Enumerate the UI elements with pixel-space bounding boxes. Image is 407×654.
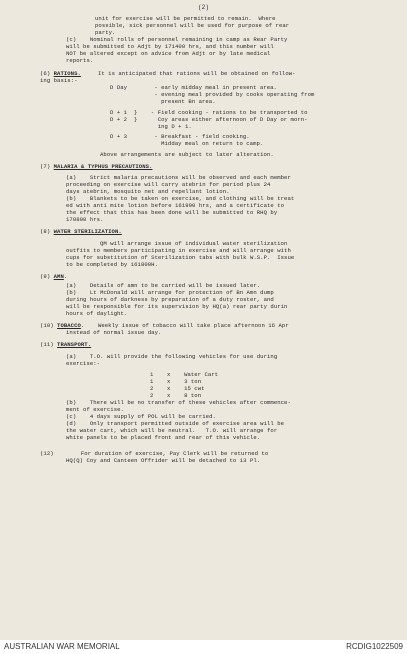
- text-line: (10) TOBACCO. Weekly issue of tobacco will take place afternoon 16 Apr: [40, 322, 289, 329]
- text-line: (a) T.O. will provide the following vehicles for use during: [66, 353, 278, 360]
- text-line: (c) Nominal rolls of personnel remaining in camp as Rear Party: [66, 36, 288, 43]
- text-line: ed with anti mite lotion before 161900 hrs, and a certificate to: [66, 202, 285, 209]
- text-line: the water cart, which will be neutral. T.O. will arrange for: [66, 427, 278, 434]
- footer-reference-id: RCDIG1022509: [346, 642, 403, 651]
- text-line: (12) For duration of exercise, Pay Clerk will be returned to: [40, 450, 269, 457]
- text-line: Midday meal on return to camp.: [110, 140, 264, 147]
- text-line: (b) There will be no transfer of these vehicles after commence-: [66, 399, 291, 406]
- text-line: - evening meal provided by cooks operating from: [110, 91, 315, 98]
- text-line: (6) RATIONS. It is anticipated that rations will be obtained on follow-: [40, 70, 296, 77]
- text-line: party.: [95, 29, 116, 36]
- text-line: days atebrin, mosquito net and repellant lotion.: [66, 188, 230, 195]
- text-line: (7) MALARIA & TYPHUS PRECAUTIONS.: [40, 163, 153, 170]
- text-line: will be responsible for its supervision by HQ(a) rear party durin: [66, 303, 288, 310]
- text-line: (c) 4 days supply of POL will be carried.: [66, 413, 216, 420]
- text-line: 2 x 8 ton: [150, 392, 202, 399]
- text-line: present Bn area.: [110, 98, 216, 105]
- text-line: D + 2 } Coy areas either afternoon of D Day or morn-: [110, 116, 308, 123]
- text-line: proceeding on exercise will carry atebrin for period plus 24: [66, 181, 271, 188]
- text-line: possible, sick personnel will be used for purpose of rear: [95, 22, 290, 29]
- text-line: 1 x 3 ton: [150, 378, 202, 385]
- text-line: D Day - early midday meal in present area.: [110, 84, 277, 91]
- text-line: (9) AMN.: [40, 273, 68, 280]
- text-line: to be completed by 161800H.: [66, 261, 158, 268]
- text-line: outfits to members participating in exercise and will arrange with: [66, 247, 291, 254]
- text-line: unit for exercise will be permitted to remain. Where: [95, 15, 276, 22]
- text-line: the effect that this has been done will be submitted to RHQ by: [66, 209, 278, 216]
- text-line: cups for substitution of Sterilization tabs with bulk W.S.P. Issue: [66, 254, 295, 261]
- text-line: ing D + 1.: [110, 123, 192, 130]
- text-line: D + 3 - Breakfast - field cooking.: [110, 133, 250, 140]
- text-line: hours of daylight.: [66, 310, 128, 317]
- text-line: reports.: [66, 57, 94, 64]
- text-line: 1 x Water Cart: [150, 371, 219, 378]
- text-line: NOT be altered except on advice from Adjt or by late medical: [66, 50, 271, 57]
- text-line: Above arrangements are subject to later alteration.: [100, 151, 274, 158]
- footer-institution: AUSTRALIAN WAR MEMORIAL: [4, 642, 120, 651]
- text-line: instead of normal issue day.: [66, 329, 162, 336]
- text-line: white panels to be placed front and rear of this vehicle.: [66, 434, 261, 441]
- text-line: (a) Strict malaria precautions will be observed and each member: [66, 174, 291, 181]
- text-line: (b) Lt McDonald will arrange for protection of Bn Amn dump: [66, 289, 274, 296]
- text-line: D + 1 } - Field cooking - rations to be transported to: [110, 109, 308, 116]
- page-number: (2): [198, 4, 209, 11]
- text-line: will be submitted to Adjt by 171400 hrs, and this number will: [66, 43, 274, 50]
- text-line: QM will arrange issue of individual water sterilization: [100, 240, 288, 247]
- text-line: (b) Blankets to be taken on exercise, and clothing will be treat: [66, 195, 295, 202]
- text-line: (a) Details of amn to be carried will be issued later.: [66, 282, 261, 289]
- text-line: during hours of darkness by preparation of a duty roster, and: [66, 296, 274, 303]
- text-line: ment of exercise.: [66, 406, 124, 413]
- text-line: exercise:-: [66, 360, 101, 367]
- text-line: 170800 hrs.: [66, 216, 104, 223]
- archive-footer: [0, 640, 407, 654]
- text-line: 2 x 15 cwt: [150, 385, 205, 392]
- text-line: ing basis:-: [40, 77, 78, 84]
- text-line: (11) TRANSPORT.: [40, 341, 92, 348]
- text-line: (d) Only transport permitted outside of exercise area will be: [66, 420, 285, 427]
- text-line: HQ(Q) Coy and Canteen Offrider will be detached to 13 Pl.: [66, 457, 261, 464]
- text-line: (8) WATER STERILIZATION.: [40, 228, 122, 235]
